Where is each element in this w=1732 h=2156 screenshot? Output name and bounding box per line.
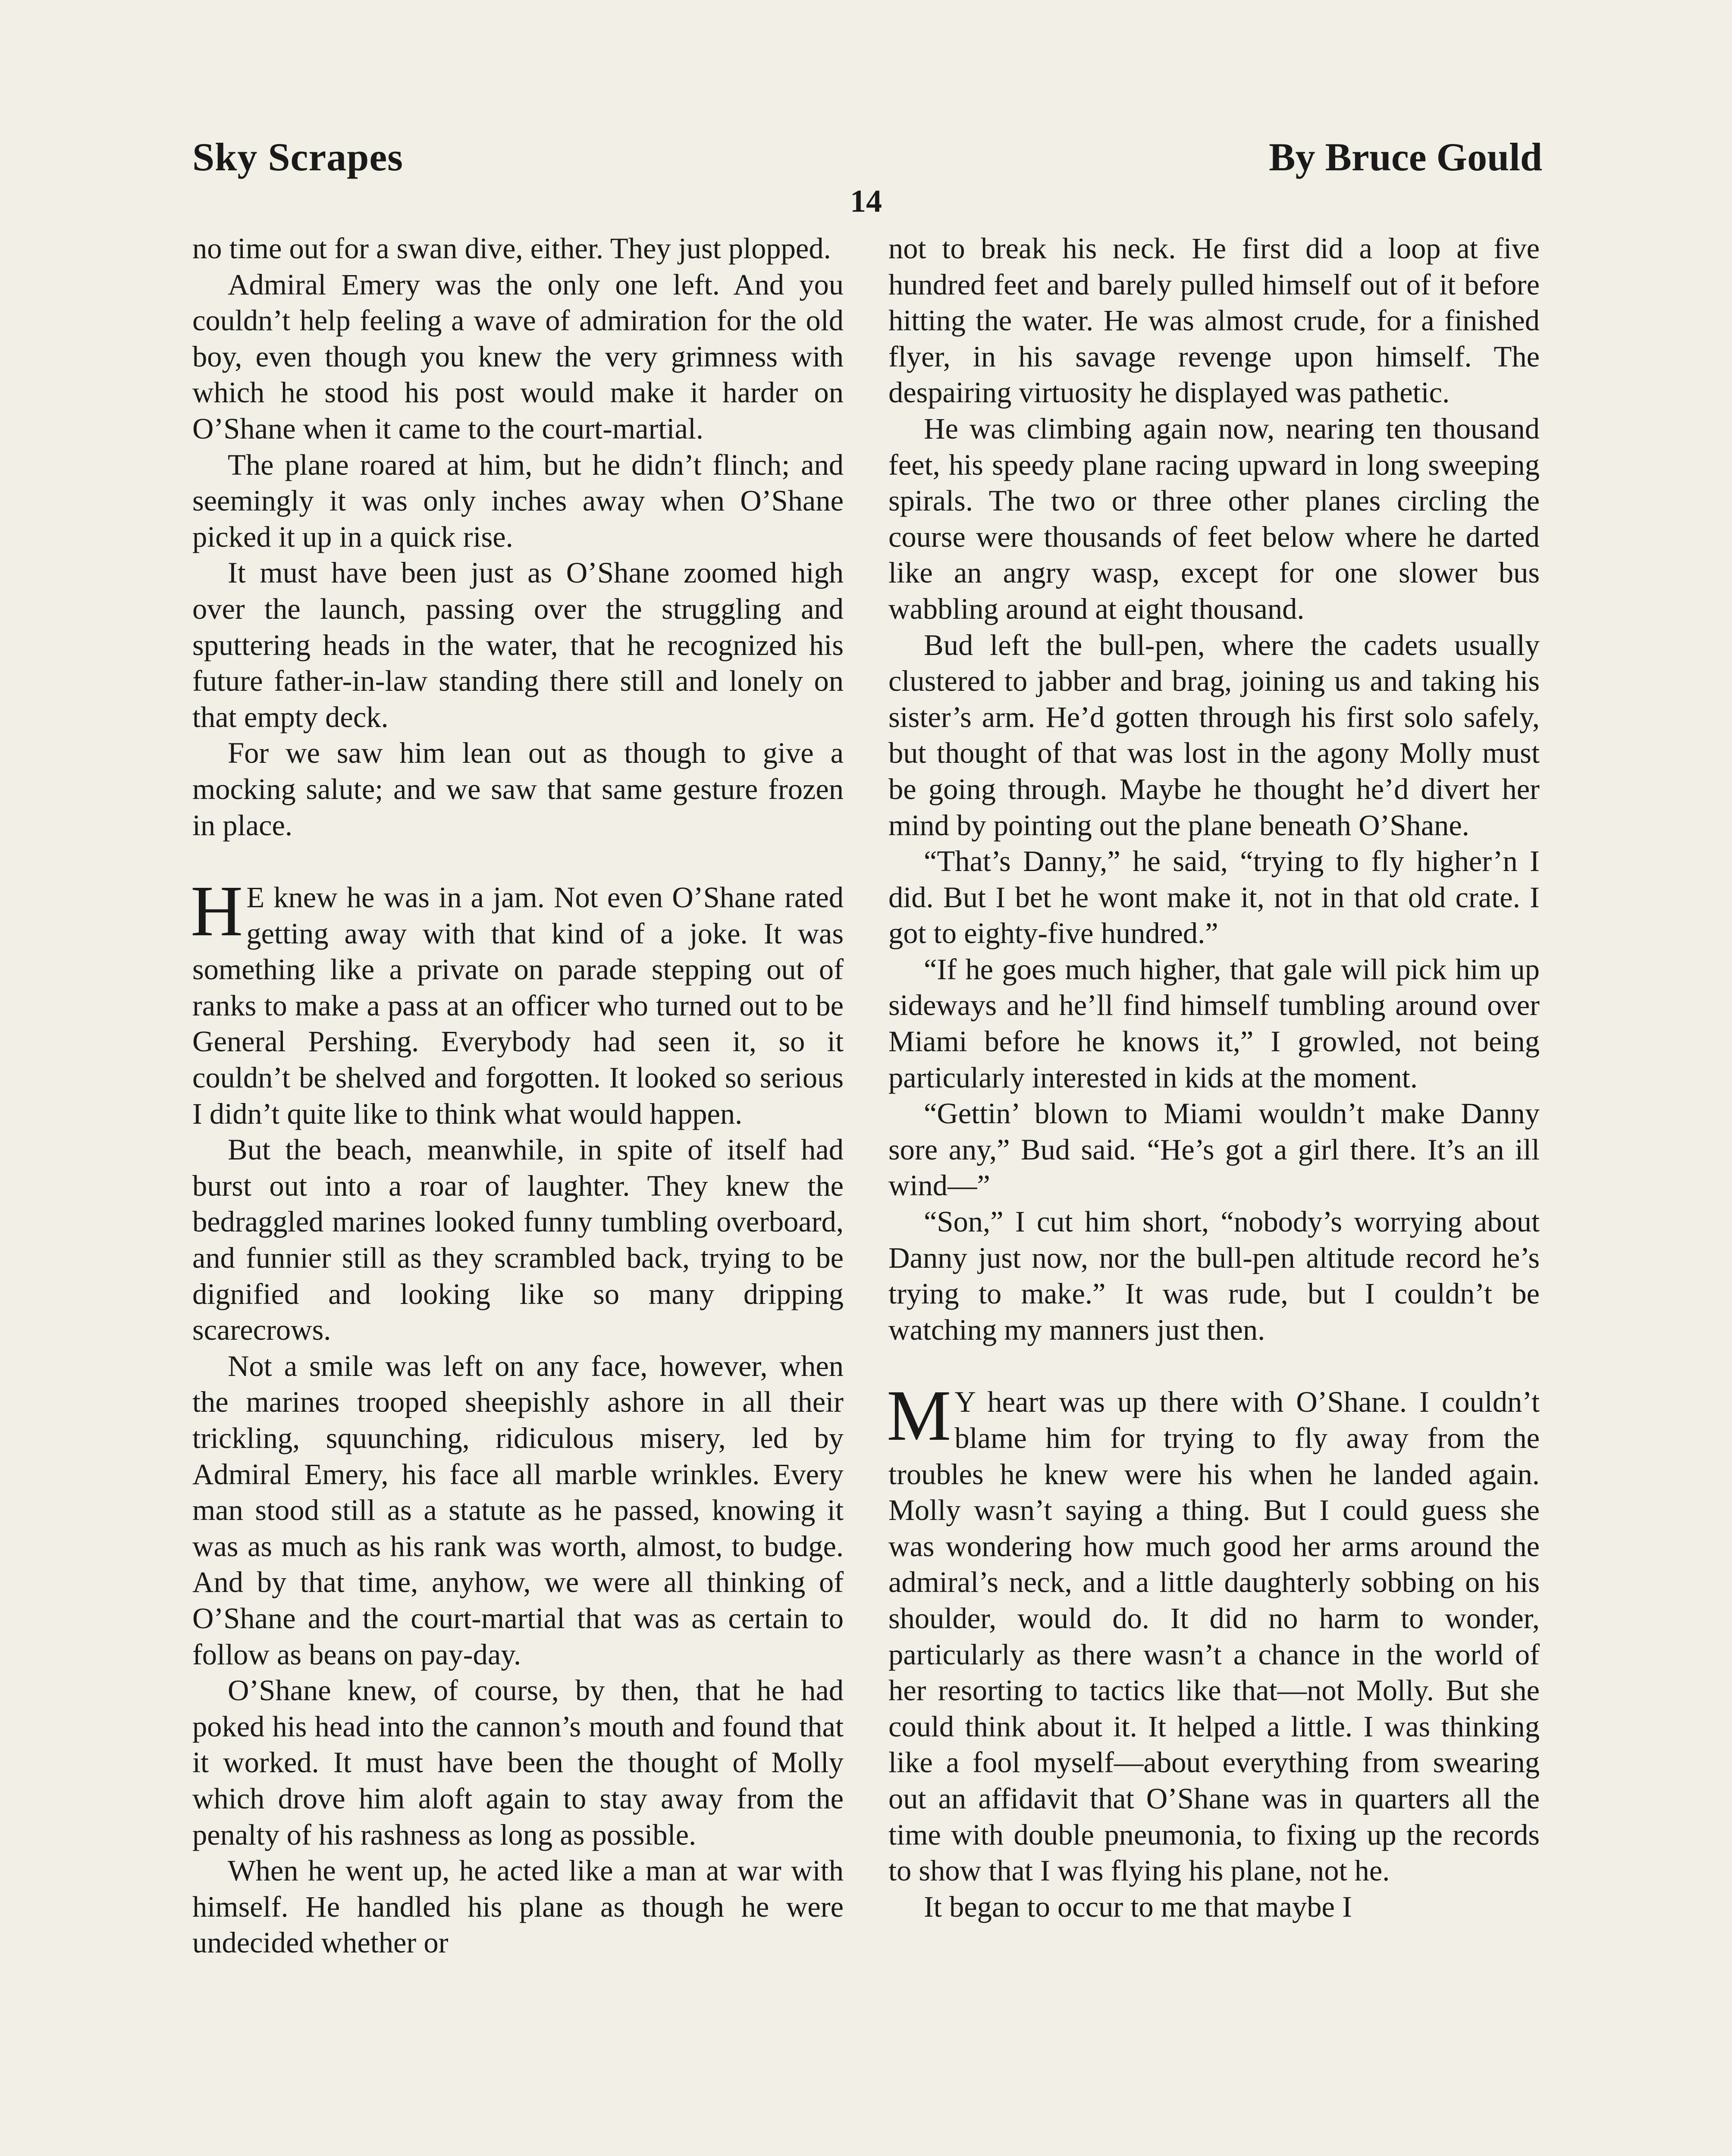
paragraph: It must have been just as O’Shane zoomed high over the launch, passing over the struggling and sputtering heads in the water, that he recognized his future father-in-law standing there still and lonely on that empty deck. (192, 556, 844, 733)
paragraph: “Son,” I cut him short, “nobody’s worrying about Danny just now, nor the bull-pen altitude record he’s trying to make.” It was rude, but I couldn’t be watching my manners just then. (888, 1205, 1540, 1346)
paragraph-text: Y heart was up there with O’Shane. I couldn’t blame him for trying to fly away from the troubles he knew were his when he landed again. Molly wasn’t saying a thing. But I could guess she was wondering how much good her arms around the admiral’s neck, and a little daughterly sobbing on his shoulder, would do. It did no harm to wonder, particularly as there wasn’t a chance in the world of her resorting to tactics like that—not Molly. But she could think about it. It helped a little. I was thinking like a fool myself—about everything from swearing out an affidavit that O’Shane was in quarters all the time with double pneumonia, to fixing up the records to show that I was flying his plane, not he. (888, 1385, 1540, 1887)
paragraph: For we saw him lean out as though to give a mocking salute; and we saw that same gesture frozen in place. (192, 736, 844, 842)
paragraph: The plane roared at him, but he didn’t flinch; and seemingly it was only inches away when O’Shane picked it up in a quick rise. (192, 448, 844, 553)
section-start-paragraph (191, 871, 844, 1132)
running-title: Sky Scrapes (192, 135, 403, 179)
left-column (192, 231, 844, 1961)
paragraph: It began to occur to me that maybe I (924, 1890, 1352, 1923)
paragraph: But the beach, meanwhile, in spite of itself had burst out into a roar of laughter. They knew the bedraggled marines looked funny tumbling overboard, and funnier still as they scrambled back, trying to be dignified and looking like so many dripping scarecrows. (192, 1133, 844, 1347)
paragraph: no time out for a swan dive, either. They just plopped. (192, 232, 831, 265)
paragraph: “Gettin’ blown to Miami wouldn’t make Danny sore any,” Bud said. “He’s got a girl there. It’s an ill wind—” (888, 1097, 1540, 1202)
right-column (888, 231, 1540, 1925)
paragraph: Admiral Emery was the only one left. And you couldn’t help feeling a wave of admiration for the old boy, even though you knew the very grimness with which he stood his post would make it harder on O’Shane when it came to the court-martial. (192, 268, 844, 445)
page-number: 14 (850, 184, 882, 219)
paragraph: He was climbing again now, nearing ten thousand feet, his speedy plane racing upward in long sweeping spirals. The two or three other planes circling the course were thousands of feet below where he darted like an angry wasp, except for one slower bus wabbling around at eight thousand. (888, 412, 1540, 625)
paragraph: When he went up, he acted like a man at war with himself. He handled his plane as though he were undecided whether or (192, 1854, 844, 1959)
running-author: By Bruce Gould (1269, 135, 1542, 179)
paragraph: “If he goes much higher, that gale will pick him up sideways and he’ll find himself tumbling around over Miami before he knows it,” I growled, not being particularly interested in kids at the moment. (888, 953, 1540, 1094)
paragraph: O’Shane knew, of course, by then, that he had poked his head into the cannon’s mouth and found that it worked. It must have been the thought of Molly which drove him aloft again to stay away from the penalty of his rashness as long as possible. (192, 1674, 844, 1851)
paragraph: “That’s Danny,” he said, “trying to fly higher’n I did. But I bet he wont make it, not in that old crate. I got to eighty-five hundred.” (888, 845, 1540, 950)
paragraph: Not a smile was left on any face, however, when the marines trooped sheepishly ashore in all their trickling, squunching, ridiculous misery, led by Admiral Emery, his face all marble wrinkles. Every man stood still as a statute as he passed, knowing it was as much as his rank was worth, almost, to budge. And by that time, anyhow, we were all thinking of O’Shane and the court-martial that was as certain to follow as beans on pay-day. (192, 1349, 844, 1671)
section-start-paragraph (887, 1376, 1540, 1889)
paragraph: not to break his neck. He first did a loop at five hundred feet and barely pulled himself out of it before hitting the water. He was almost crude, for a finished flyer, in his savage revenge upon himself. The despairing virtuosity he displayed was pathetic. (888, 232, 1540, 409)
paragraph-text: E knew he was in a jam. Not even O’Shane rated getting away with that kind of a joke. It was something like a private on parade stepping out of ranks to make a pass at an officer who turned out to be General Pershing. Everybody had seen it, so it couldn’t be shelved and forgotten. It looked so serious I didn’t quite like to think what would happen. (192, 881, 844, 1130)
drop-cap: H (191, 871, 243, 952)
drop-cap: M (887, 1376, 951, 1456)
paragraph: Bud left the bull-pen, where the cadets usually clustered to jabber and brag, joining us and taking his sister’s arm. He’d gotten through his first solo safely, but thought of that was lost in the agony Molly must be going through. Maybe he thought he’d divert her mind by pointing out the plane beneath O’Shane. (888, 628, 1540, 842)
